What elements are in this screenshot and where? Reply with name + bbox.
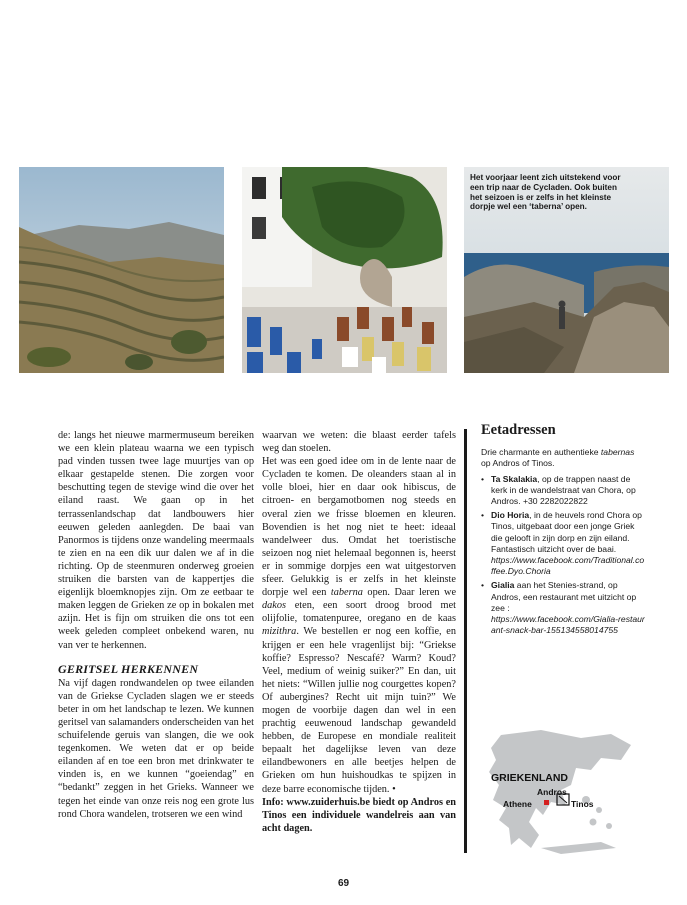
athens-marker [544, 800, 549, 805]
island-shape [596, 807, 602, 813]
crete-shape [541, 842, 616, 854]
paragraph: Het was een goed idee om in de lente naar de Cycladen te komen. De oleanders staan al in volle bloei, hier en daar ook hibiscus, de citroen- en bergamotbomen nog steeds en overal zien we frisse bloemen en kleuren. Bovendien is het nog niet te heet: ideaal wandelweer dus. Omdat het toeristische seizoen nog niet helemaal begonnen is, heerst er in sommige dorpjes een wat uitgestorven sfeer. Gelukkig is er zelfs in het kleinste dorpje wel een taberna open. Daar leren we dakos eten, een soort droog brood met olijfolie, tomatenpuree, oregano en de kaas mizithra. We bestellen er nog een koffie, en krijgen er een hele vragenlijst bij: “Griekse koffie? Espresso? Nescafé? Warm? Koud? Veel, medium of weinig suiker?” En dan, uit het niets: “Willen jullie nog courgettes kopen? Of aubergines? Recht uit mijn tuin?” We mogen de voorbije dagen dan wel in een prachtig eeuwenoud landschap gewandeld hebben, de Europese en mondiale realiteit bepaalt het dagelijkse leven van deze eilandbewoners en alle beetjes helpen de Grieken om hun huishoudkas te spijzen in deze barre economische tijden. • [262, 456, 457, 795]
sidebar-divider [464, 429, 467, 853]
paragraph: Na vijf dagen rondwandelen op twee eilanden van de Griekse Cycladen slagen we er steeds beter in om het landschap te lezen. We kunnen geritsel van salamanders onderscheiden van het schuifelende geruis van slangen, die we ook tegenkomen. We weten dat er op beide eilanden af en toe een bron met drinkwater te vinden is, en we kunnen “goeiendag” en “bedankt” zeggen in het Grieks. Wanneer we tegen het einde van onze reis nog een grote lus rond Chora wandelen, trotseren we een wind [58, 677, 254, 820]
paragraph: waarvan we weten: die blaast eerder tafels weg dan stoelen. [262, 430, 456, 455]
article-column-2 [262, 429, 456, 835]
map-label-athene: Athene [503, 799, 532, 809]
emphasis: taberna [330, 587, 363, 599]
map-label-country: GRIEKENLAND [491, 772, 569, 784]
emphasis: mizithra [262, 626, 297, 638]
info-note: Info: www.zuiderhuis.be biedt op Andros en Tinos een individuele wandelreis aan van acht dagen. [262, 796, 456, 834]
greece-map [481, 730, 646, 855]
list-item: • Dio Horia, in de heuvels rond Chora op Tinos, uitgebaat door een jonge Griek die gelooft in zijn dorp en zijn eiland. Fantastisch uitzicht over de baai. https://www.facebook.com/Traditional.coffee.Dyo.Choria [481, 510, 645, 577]
facebook-link[interactable]: https://www.facebook.com/Gialia-restaurant-snack-bar-155134558014755 [491, 614, 645, 636]
photo-terraced-hills [19, 167, 224, 373]
article-column-1 [58, 429, 254, 821]
subheading: GERITSEL HERKENNEN [58, 661, 199, 676]
page-number: 69 [337, 878, 350, 889]
restaurant-name: Gialia [491, 580, 515, 591]
map-label-andros: Andros [537, 787, 567, 797]
island-shape [590, 819, 597, 826]
emphasis: dakos [262, 600, 287, 612]
photo-coastal-view [464, 167, 669, 373]
restaurant-list [481, 474, 645, 637]
sidebar-intro: Drie charmante en authentieke tabernas op Andros of Tinos. [481, 447, 635, 469]
list-item: • Ta Skalakia, op de trappen naast de kerk in de wandelstraat van Chora, op Andros. +30 2282022822 [481, 474, 645, 508]
list-item: • Gialia aan het Stenies-strand, op Andros, een restaurant met uitzicht op zee : https://www.facebook.com/Gialia-restaurant-snack-bar-155134558014755 [481, 580, 645, 636]
sidebar-title: Eetadressen [481, 422, 556, 438]
map-label-tinos: Tinos [571, 799, 594, 809]
restaurant-name: Ta Skalakia [491, 473, 538, 484]
paragraph: de: langs het nieuwe marmermuseum bereiken we een klein plateau waarna we een typisch pad vinden tussen twee lage muurtjes van op elkaar gestapelde stenen. Die zorgen voor beschutting tegen de stevige wind die over het eiland raast. We gaan op in het terrassenlandschap dat landbouwers hier eeuwen geleden aanlegden. De baai van Panormos is tijdens onze wandeling meermaals te zien en na een dik uur dalen we af in die richting. Op de steenmuren onderweg groeien struiken die barsten van de kappertjes die eigenlijk bloemknopjes zijn. Om ze eetbaar te maken leggen de Grieken ze op in bokalen met azijn. Het is fijn om struiken die ons tot een week geleden compleet onbekend waren, nu van ver te herkennen. [58, 430, 254, 651]
facebook-link[interactable]: https://www.facebook.com/Traditional.coffee.Dyo.Choria [491, 555, 645, 577]
island-shape [606, 823, 612, 829]
photo-village-square [242, 167, 447, 373]
sidebar-eetadressen [481, 422, 645, 639]
restaurant-name: Dio Horia [491, 510, 530, 521]
photo-caption: Het voorjaar leent zich uitstekend voor een trip naar de Cycladen. Ook buiten het seizoen is er zelfs in het kleinste dorpje wel een ‘taberna’ open. [470, 173, 621, 212]
